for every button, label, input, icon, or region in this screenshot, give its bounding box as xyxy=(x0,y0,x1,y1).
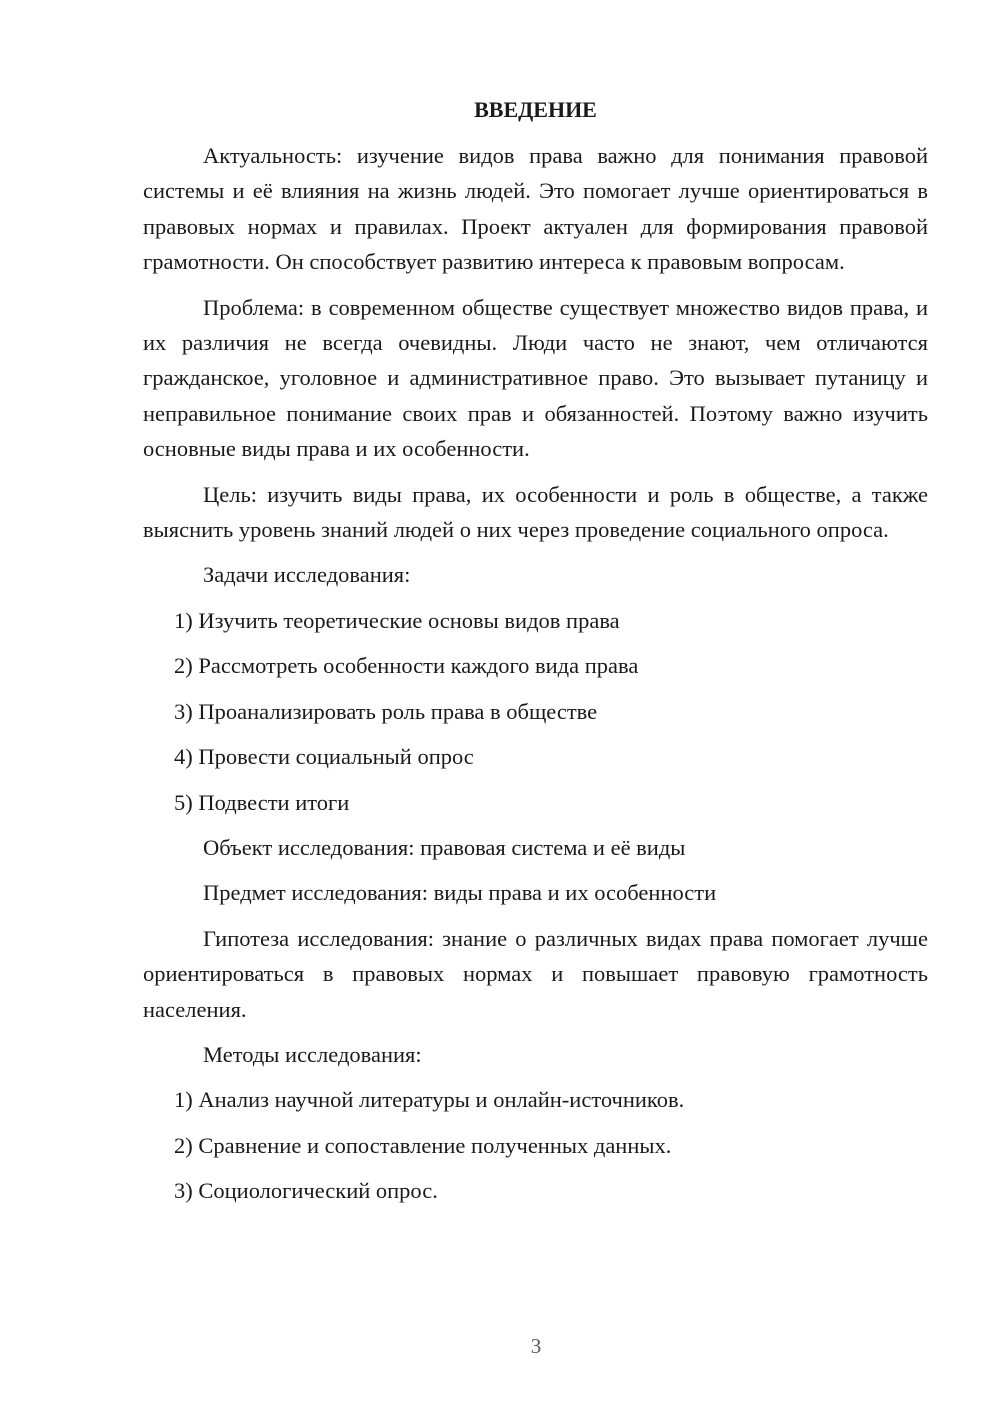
document-body xyxy=(143,96,928,1219)
subject-line: Предмет исследования: виды права и их особенности xyxy=(203,880,717,906)
tasks-list xyxy=(143,603,928,820)
list-item: 3) Проанализировать роль права в обществе xyxy=(174,698,598,724)
goal-paragraph: Цель: изучить виды права, их особенности и роль в обществе, а также выяснить уровень знаний людей о них через проведение социального опроса. xyxy=(143,481,928,543)
list-item: 3) Социологический опрос. xyxy=(174,1178,438,1204)
methods-list xyxy=(143,1082,928,1208)
object-line: Объект исследования: правовая система и её виды xyxy=(203,834,686,860)
list-item: 1) Изучить теоретические основы видов права xyxy=(174,607,620,633)
list-item: 2) Рассмотреть особенности каждого вида права xyxy=(174,653,639,679)
list-item: 4) Провести социальный опрос xyxy=(174,744,474,770)
hypothesis-paragraph: Гипотеза исследования: знание о различных видах права помогает лучше ориентироваться в правовых нормах и повышает правовую грамотность населения. xyxy=(143,925,928,1022)
methods-heading: Методы исследования: xyxy=(203,1041,422,1067)
page-number: 3 xyxy=(530,1334,542,1358)
page-title: ВВЕДЕНИЕ xyxy=(474,97,597,122)
list-item: 1) Анализ научной литературы и онлайн-источников. xyxy=(174,1087,685,1113)
tasks-heading: Задачи исследования: xyxy=(203,562,411,588)
list-item: 5) Подвести итоги xyxy=(174,789,350,815)
relevance-paragraph: Актуальность: изучение видов права важно для понимания правовой системы и её влияния на жизнь людей. Это помогает лучше ориентироваться в правовых нормах и правилах. Проект актуален для формирования правовой грамотности. Он способствует развитию интереса к правовым вопросам. xyxy=(143,143,928,275)
problem-paragraph: Проблема: в современном обществе существует множество видов права, и их различия не всегда очевидны. Люди часто не знают, чем отличаются гражданское, уголовное и административное право. Это вызывает путаницу и неправильное понимание своих прав и обязанностей. Поэтому важно изучить основные виды права и их особенности. xyxy=(143,294,928,462)
list-item: 2) Сравнение и сопоставление полученных данных. xyxy=(174,1132,672,1158)
